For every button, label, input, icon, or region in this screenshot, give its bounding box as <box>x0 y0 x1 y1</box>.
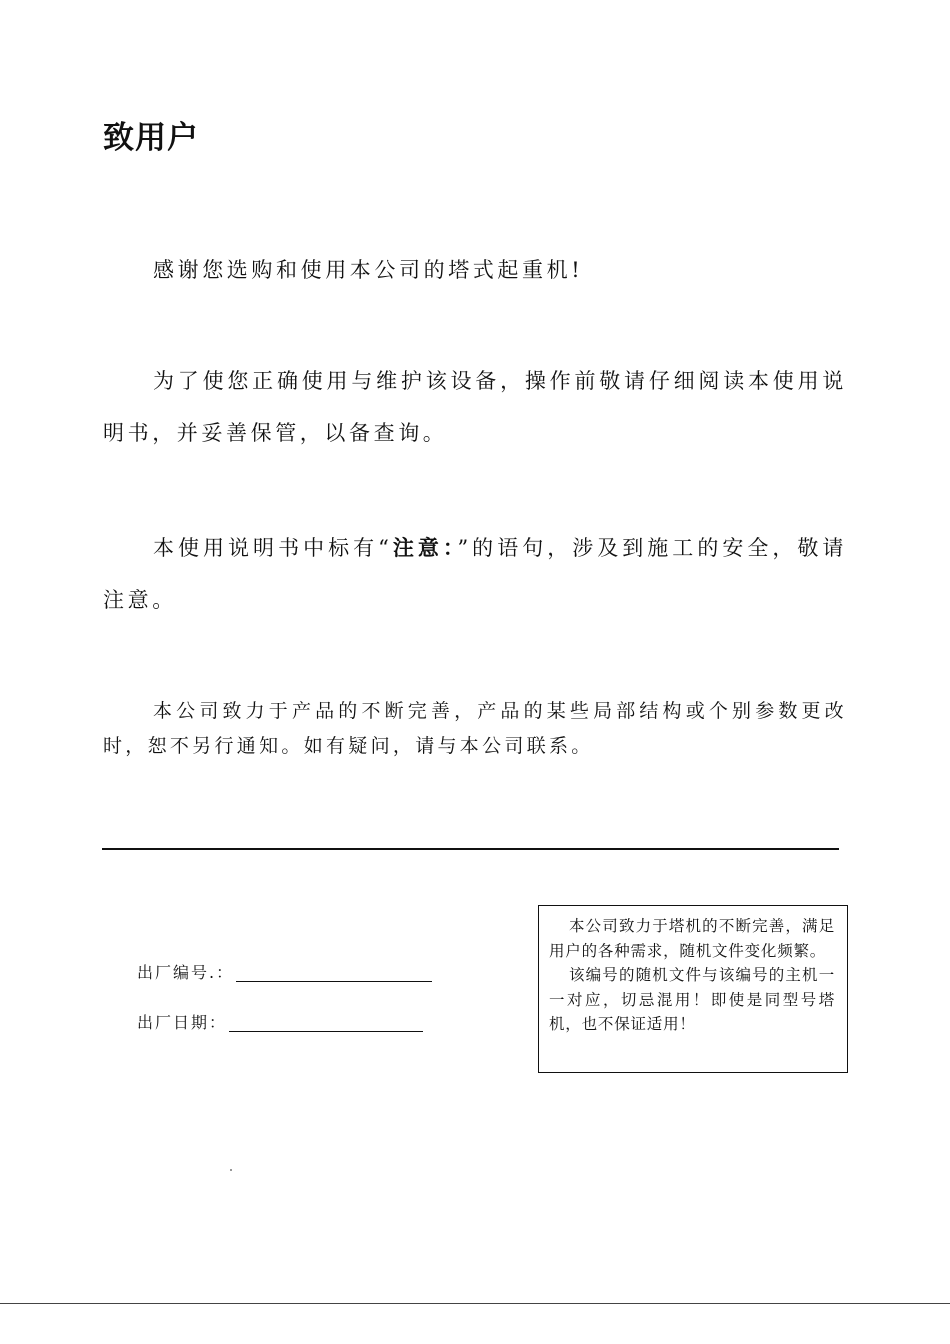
notice-box <box>538 905 848 1073</box>
page-bottom-rule <box>0 1303 950 1304</box>
factory-date-blank <box>229 1031 423 1032</box>
notice-paragraph-1: 本公司致力于塔机的不断完善，满足用户的各种需求，随机文件变化频繁。 <box>549 917 835 960</box>
improvement-paragraph: 本公司致力于产品的不断完善，产品的某些局部结构或个别参数更改时，恕不另行通知。如有疑问，请与本公司联系。 <box>103 700 847 757</box>
notice-paragraph-2: 该编号的随机文件与该编号的主机一一对应，切忌混用！即使是同型号塔机，也不保证适用！ <box>549 966 835 1033</box>
attention-text-before: 本使用说明书中标有“ <box>153 536 393 560</box>
serial-number-blank <box>236 981 432 982</box>
attention-paragraph <box>103 522 847 626</box>
stray-dot <box>230 1169 232 1171</box>
factory-date-field <box>137 1012 423 1034</box>
page-title: 致用户 <box>103 120 199 156</box>
attention-text-after: ”的语句，涉及到施工的安全，敬请注意。 <box>103 536 847 612</box>
attention-keyword: 注意： <box>392 536 458 560</box>
factory-date-label: 出厂日期： <box>137 1013 228 1032</box>
serial-number-field <box>137 962 432 984</box>
serial-number-label: 出厂编号.： <box>137 963 235 982</box>
read-manual-paragraph: 为了使您正确使用与维护该设备，操作前敬请仔细阅读本使用说明书，并妥善保管，以备查询。 <box>103 369 847 445</box>
thanks-paragraph: 感谢您选购和使用本公司的塔式起重机! <box>153 258 584 282</box>
section-divider <box>102 848 839 850</box>
